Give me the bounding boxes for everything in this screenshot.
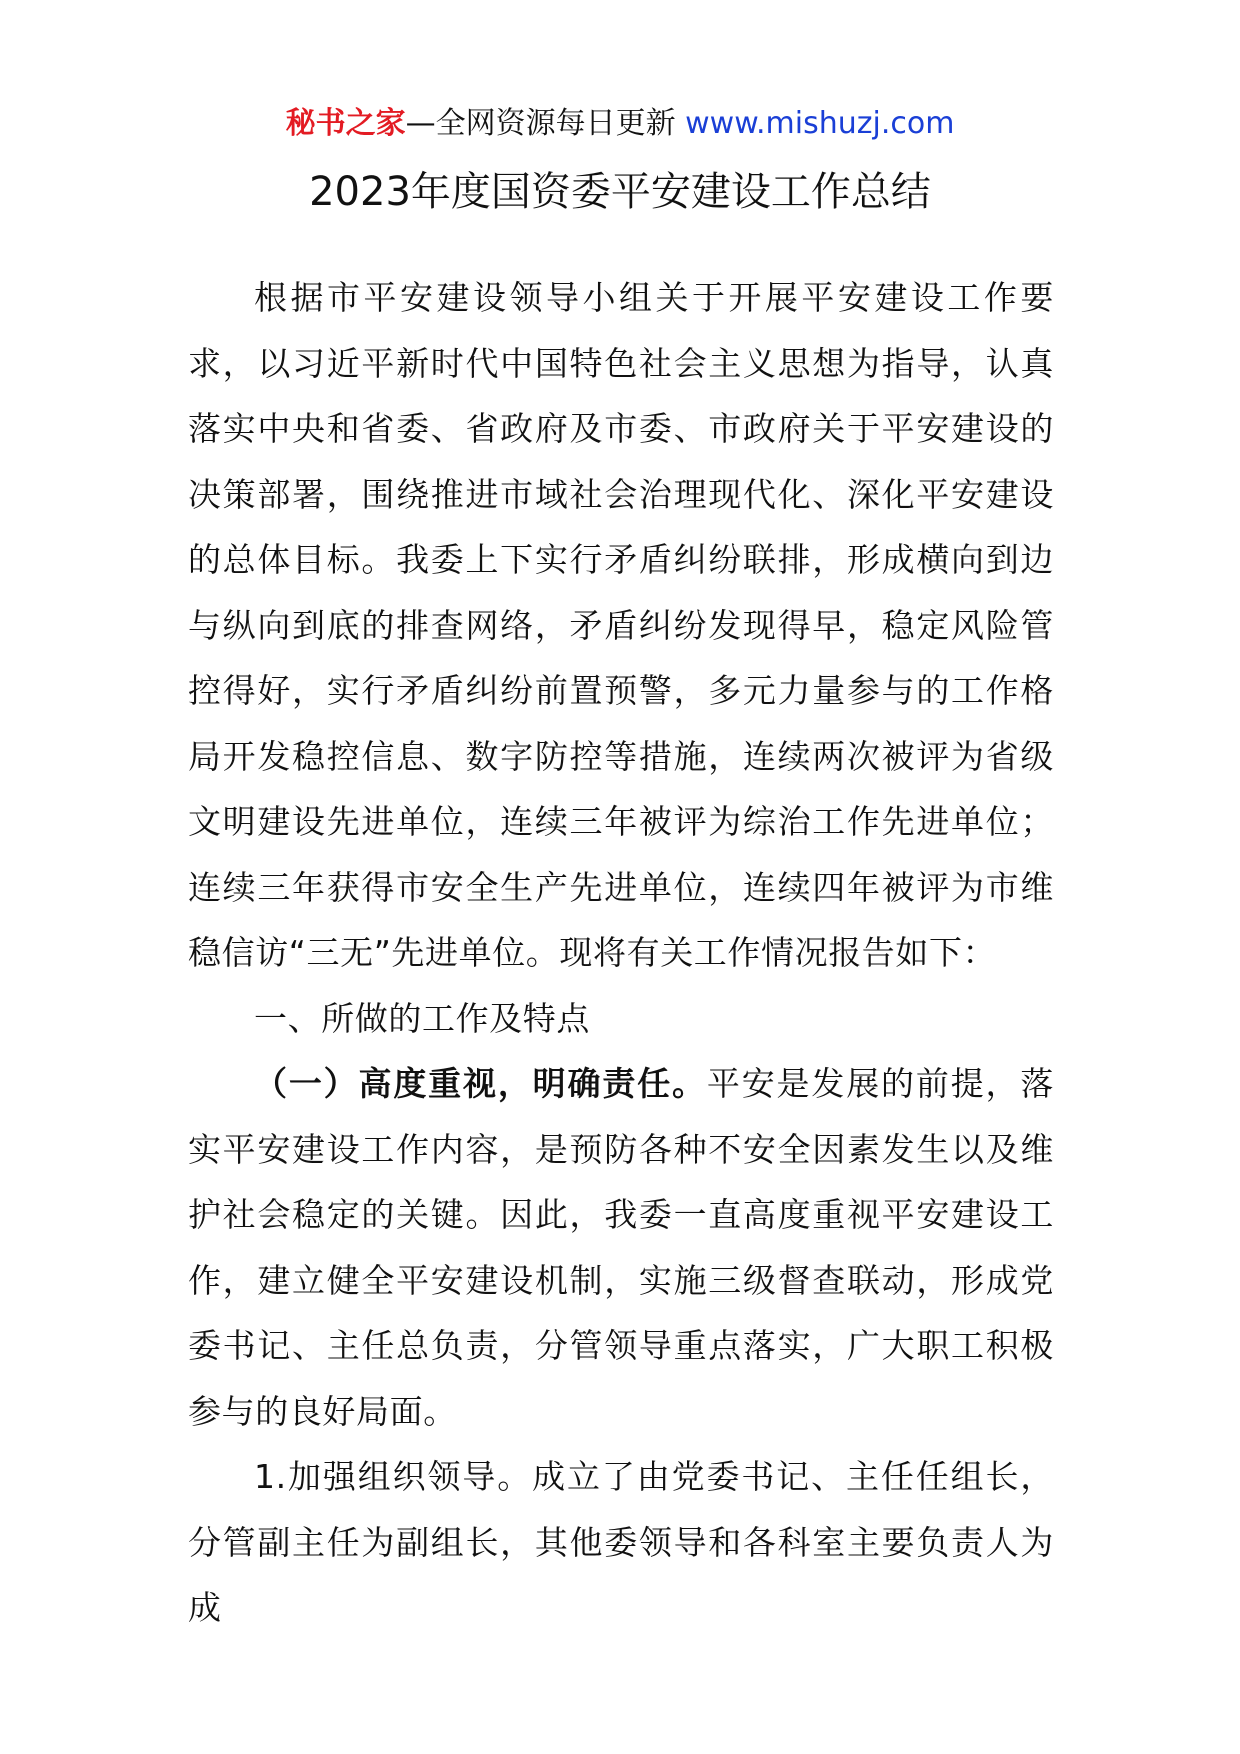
site-header bbox=[0, 104, 1240, 144]
intro-paragraph: 根据市平安建设领导小组关于开展平安建设工作要求，以习近平新时代中国特色社会主义思想为指导，认真落实中央和省委、省政府及市委、市政府关于平安建设的决策部署，围绕推进市域社会治理现代化、深化平安建设的总体目标。我委上下实行矛盾纠纷联排，形成横向到边与纵向到底的排查网络，矛盾纠纷发现得早，稳定风险管控得好，实行矛盾纠纷前置预警，多元力量参与的工作格局开发稳控信息、数字防控等措施，连续两次被评为省级文明建设先进单位，连续三年被评为综治工作先进单位；连续三年获得市安全生产先进单位，连续四年被评为市维稳信访“三无”先进单位。现将有关工作情况报告如下： bbox=[188, 278, 1054, 972]
section-heading: 一、所做的工作及特点 bbox=[254, 998, 590, 1038]
document-title: 2023年度国资委平安建设工作总结 bbox=[309, 169, 931, 215]
document-body bbox=[188, 265, 1054, 1641]
subsection-paragraph bbox=[188, 1051, 1054, 1444]
subsection-text: 平安是发展的前提，落实平安建设工作内容，是预防各种不安全因素发生以及维护社会稳定的关键。因此，我委一直高度重视平安建设工作，建立健全平安建设机制，实施三级督查联动，形成党委书记、主任总负责，分管领导重点落实，广大职工积极参与的良好局面。 bbox=[188, 1064, 1054, 1431]
header-slogan: —全网资源每日更新 bbox=[405, 106, 676, 141]
numbered-item-paragraph: 1.加强组织领导。成立了由党委书记、主任任组长，分管副主任为副组长，其他委领导和各科室主要负责人为成 bbox=[188, 1457, 1054, 1627]
site-url-link[interactable]: www.mishuzj.com bbox=[685, 106, 955, 141]
brand-name: 秘书之家 bbox=[285, 106, 406, 141]
subsection-heading: （一）高度重视，明确责任。 bbox=[254, 1064, 707, 1103]
